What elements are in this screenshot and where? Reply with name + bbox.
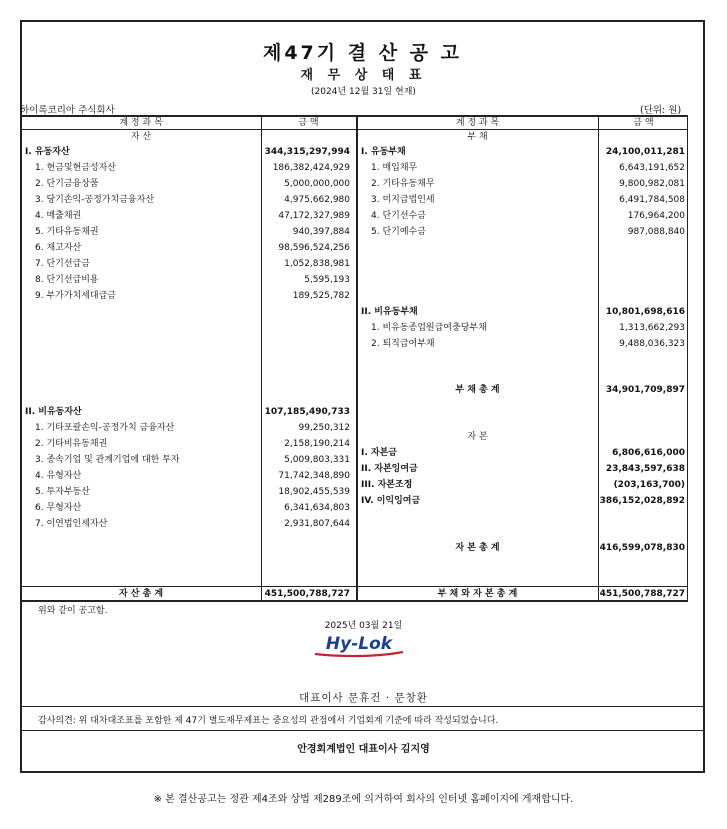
total-rule (21, 586, 687, 587)
list-item: 9. 부가가치세대급금 (35, 291, 117, 301)
audit-opinion: 감사의견: 위 대차대조표를 포함한 제 47기 별도재무제표는 중요성의 관점에서 기업회계 기준에 따라 작성되었습니다. (38, 716, 499, 726)
header-account-right: 계 정 과 목 (455, 118, 500, 128)
list-item-value: 23,843,597,638 (605, 464, 685, 474)
list-item-value: 6,341,634,803 (284, 503, 350, 513)
list-item: 5. 기타유동채권 (35, 227, 99, 237)
noncurrent-liabilities-label: II. 비유동부채 (361, 307, 418, 317)
list-item-value: 5,595,193 (304, 275, 350, 285)
notice-title: 제47기 결 산 공 고 (262, 42, 463, 64)
list-item-value: 186,382,424,929 (272, 163, 350, 173)
list-item: 2. 퇴직급여부채 (371, 339, 435, 349)
header-amount-right: 금 액 (633, 118, 654, 128)
ceo-names: 대표이사 문휴건 · 문창환 (299, 692, 428, 704)
divider (22, 730, 705, 731)
list-item: 6. 재고자산 (35, 243, 82, 253)
list-item-value: 9,488,036,323 (619, 339, 685, 349)
company-name: 하이록코리아 주식회사 (20, 105, 115, 116)
list-item: 1. 매입채무 (371, 163, 418, 173)
center-divider (356, 117, 358, 600)
list-item: 4. 유형자산 (35, 471, 82, 481)
equity-section-title: 자 본 (467, 432, 488, 442)
noncurrent-liabilities-total: 10,801,698,616 (605, 307, 685, 317)
as-of-date: (2024년 12월 31일 현재) (311, 87, 416, 97)
list-item: 6. 무형자산 (35, 503, 82, 513)
liabilities-total-value: 34,901,709,897 (605, 385, 685, 395)
list-item-value: 6,806,616,000 (612, 448, 685, 458)
liabilities-total-label: 부 채 총 계 (455, 385, 500, 395)
list-item: 8. 단기선급비용 (35, 275, 99, 285)
equity-total-label: 자 본 총 계 (455, 543, 500, 553)
list-item-value: 6,643,191,652 (619, 163, 685, 173)
list-item-value: 71,742,348,890 (278, 471, 350, 481)
list-item-value: 47,172,327,989 (278, 211, 350, 221)
list-item-value: 1,052,838,981 (284, 259, 350, 269)
equity-total-value: 416,599,078,830 (599, 543, 685, 553)
header-rule (21, 129, 687, 130)
list-item-value: 2,158,190,214 (284, 439, 350, 449)
noncurrent-assets-total: 107,185,490,733 (264, 407, 350, 417)
list-item-value: 940,397,884 (292, 227, 350, 237)
grand-total-value: 451,500,788,727 (599, 589, 685, 599)
list-item: 7. 이연법인세자산 (35, 519, 108, 529)
list-item: II. 자본잉여금 (361, 464, 418, 474)
list-item: 1. 기타포괄손익-공정가치 금융자산 (35, 423, 175, 433)
list-item: 4. 단기선수금 (371, 211, 426, 221)
list-item: 4. 매출채권 (35, 211, 82, 221)
balance-sheet-table (20, 115, 688, 602)
current-assets-label: I. 유동자산 (25, 147, 70, 157)
list-item-value: 5,000,000,000 (284, 179, 350, 189)
noncurrent-assets-label: II. 비유동자산 (25, 407, 82, 417)
notice-date: 2025년 03월 21일 (324, 621, 403, 631)
assets-total-value: 451,500,788,727 (264, 589, 350, 599)
list-item: 3. 미지급법인세 (371, 195, 435, 205)
divider (22, 706, 705, 707)
liabilities-section-title: 부 채 (467, 132, 488, 142)
list-item: I. 자본금 (361, 448, 397, 458)
list-item: 3. 종속기업 및 관계기업에 대한 투자 (35, 455, 180, 465)
current-liabilities-label: I. 유동부채 (361, 147, 406, 157)
list-item-value: 4,975,662,980 (284, 195, 350, 205)
header-amount-left: 금 액 (298, 118, 319, 128)
list-item-value: 386,152,028,892 (599, 496, 685, 506)
list-item-value: 1,313,662,293 (619, 323, 685, 333)
list-item-value: 99,250,312 (298, 423, 350, 433)
list-item: 5. 단기예수금 (371, 227, 426, 237)
notice-statement: 위와 같이 공고함. (38, 606, 108, 616)
list-item-value: 189,525,782 (292, 291, 350, 301)
current-liabilities-total: 24,100,011,281 (605, 147, 685, 157)
list-item-value: 18,902,455,539 (278, 487, 350, 497)
list-item: 5. 투자부동산 (35, 487, 90, 497)
logo-wordmark: Hy-Lok (325, 634, 393, 654)
list-item-value: 98,596,524,256 (278, 243, 350, 253)
auditor-name: 안경회계법인 대표이사 김지영 (297, 744, 430, 755)
list-item: 2. 단기금융상품 (35, 179, 99, 189)
list-item: 7. 단기선급금 (35, 259, 90, 269)
footer-note: ※ 본 결산공고는 정관 제4조와 상법 제289조에 의거하여 회사의 인터넷 홈페이지에 게재합니다. (153, 794, 574, 805)
list-item-value: 6,491,784,508 (619, 195, 685, 205)
list-item-value: 987,088,840 (627, 227, 685, 237)
assets-total-label: 자 산 총 계 (118, 589, 164, 599)
list-item: 3. 당기손익-공정가치금융자산 (35, 195, 155, 205)
current-assets-total: 344,315,297,994 (264, 147, 350, 157)
list-item-value: 176,964,200 (627, 211, 685, 221)
list-item-value: 5,009,803,331 (284, 455, 350, 465)
list-item-value: 9,800,982,081 (619, 179, 685, 189)
hy-lok-logo (311, 632, 407, 658)
header-account-left: 계 정 과 목 (119, 118, 163, 128)
list-item: III. 자본조정 (361, 480, 413, 490)
list-item: 1. 현금및현금성자산 (35, 163, 117, 173)
grand-total-label: 부 채 와 자 본 총 계 (437, 589, 518, 599)
list-item: 2. 기타유동채무 (371, 179, 435, 189)
list-item-value: 2,931,807,644 (284, 519, 350, 529)
list-item: IV. 이익잉여금 (361, 496, 421, 506)
list-item: 1. 비유동종업원급여충당부채 (371, 323, 487, 333)
list-item-value: (203,163,700) (613, 480, 685, 490)
statement-title: 재 무 상 태 표 (300, 68, 427, 83)
unit-label: (단위: 원) (640, 105, 682, 116)
list-item: 2. 기타비유동채권 (35, 439, 108, 449)
assets-section-title: 자 산 (130, 132, 152, 142)
